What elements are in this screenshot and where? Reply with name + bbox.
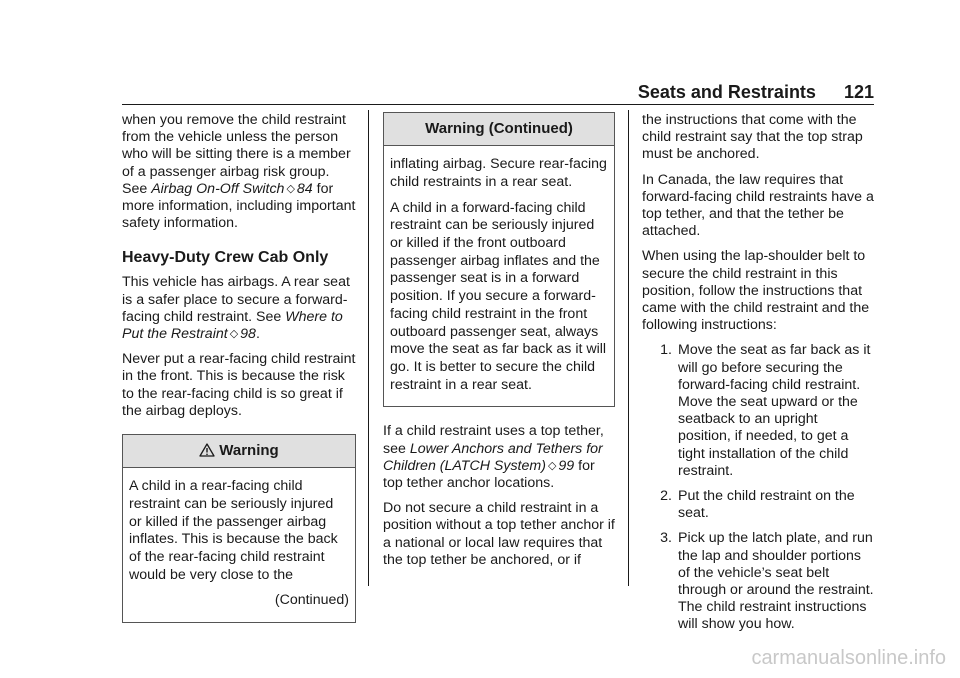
page-number: 121 bbox=[843, 82, 874, 102]
cross-reference-page[interactable]: 98 bbox=[240, 326, 256, 343]
step-number: 2. bbox=[660, 488, 672, 505]
watermark: carmanualsonline.info bbox=[751, 647, 946, 669]
warning-box-continued bbox=[383, 112, 615, 407]
header-rule bbox=[122, 104, 874, 105]
paragraph: Never put a rear-facing child restraint in the front. This is because the risk to the rear-facing child is so great if the airbag deploys. bbox=[122, 351, 356, 419]
column-2 bbox=[383, 112, 615, 577]
column-1 bbox=[122, 112, 356, 623]
paragraph: Do not secure a child restraint in a position without a top tether anchor if a national or local law requires that the top tether be anchored, or if bbox=[383, 500, 615, 568]
warning-title: Warning bbox=[123, 435, 355, 468]
page-header bbox=[638, 82, 874, 103]
step-text: Put the child restraint on the seat. bbox=[678, 488, 855, 522]
warning-body: A child in a rear-facing child restraint can be seriously injured or killed if the passenger airbag inflates. This is because the back of the rear-facing child restraint would be very close to the (Continued) bbox=[129, 478, 349, 609]
step-text: Move the seat as far back as it will go before securing the forward-facing child restraint. Move the seat upward or the seatback to an upright position, if needed, to get a tight installation of the child restraint. bbox=[678, 342, 871, 479]
column-3 bbox=[642, 112, 874, 642]
step-text: Pick up the latch plate, and run the lap and shoulder portions of the vehicle’s seat belt through or around the restraint. The child restraint instructions will show you how. bbox=[678, 530, 874, 633]
paragraph: when you remove the child restraint from the vehicle unless the person who will be sitting there is a member of a passenger airbag risk group. See Airbag On-Off Switch ◇ 84 for more information, including important safety information. bbox=[122, 112, 356, 232]
page-ref-icon: ◇ bbox=[547, 459, 557, 472]
column-divider bbox=[628, 110, 629, 586]
paragraph: When using the lap-shoulder belt to secure the child restraint in this position, follow the instructions that came with the child restraint and the following instructions: bbox=[642, 248, 870, 334]
cross-reference-link[interactable]: Where to Put the Restraint bbox=[122, 308, 343, 343]
cross-reference-page[interactable]: 84 bbox=[296, 180, 313, 197]
list-item bbox=[642, 530, 874, 633]
section-title: Seats and Restraints bbox=[637, 82, 816, 102]
warning-triangle-icon bbox=[199, 443, 215, 457]
paragraph: In Canada, the law requires that forward-facing child restraints have a top tether, and that the tether be attached. bbox=[642, 171, 874, 240]
step-number: 3. bbox=[660, 530, 672, 547]
warning-body: inflating airbag. Secure rear-facing child restraints in a rear seat. A child in a forward-facing child restraint can be seriously injured or killed if the front outboard passenger airbag inflates and the passenger seat is in a forward position. If you secure a forward-facing child restraint in the front outboard passenger seat, always move the seat as far back as it will go. It is better to secure the child restraint in a rear seat. bbox=[390, 156, 607, 393]
column-divider bbox=[368, 110, 369, 586]
list-item bbox=[642, 488, 874, 522]
step-number: 1. bbox=[660, 342, 672, 359]
page-ref-icon: ◇ bbox=[229, 328, 239, 341]
cross-reference-link[interactable]: Lower Anchors and Tethers for Children (LATCH System) bbox=[383, 440, 603, 474]
list-item bbox=[642, 342, 874, 480]
warning-title: Warning (Continued) bbox=[384, 113, 614, 146]
page-ref-icon: ◇ bbox=[286, 182, 295, 195]
warning-box bbox=[122, 434, 356, 623]
continued-label: (Continued) bbox=[274, 592, 349, 609]
paragraph: the instructions that come with the child restraint say that the top strap must be anchored. bbox=[642, 112, 863, 163]
paragraph: If a child restraint uses a top tether, see Lower Anchors and Tethers for Children (LATCH System) ◇ 99 for top tether anchor locations. bbox=[383, 423, 604, 491]
instruction-list bbox=[642, 342, 874, 633]
paragraph: This vehicle has airbags. A rear seat is a safer place to secure a forward-facing child restraint. See Where to Put the Restraint ◇ 98. bbox=[122, 274, 350, 343]
section-heading: Heavy-Duty Crew Cab Only bbox=[122, 249, 329, 267]
cross-reference-link[interactable]: Airbag On-Off Switch bbox=[151, 180, 285, 197]
cross-reference-page[interactable]: 99 bbox=[558, 457, 575, 474]
